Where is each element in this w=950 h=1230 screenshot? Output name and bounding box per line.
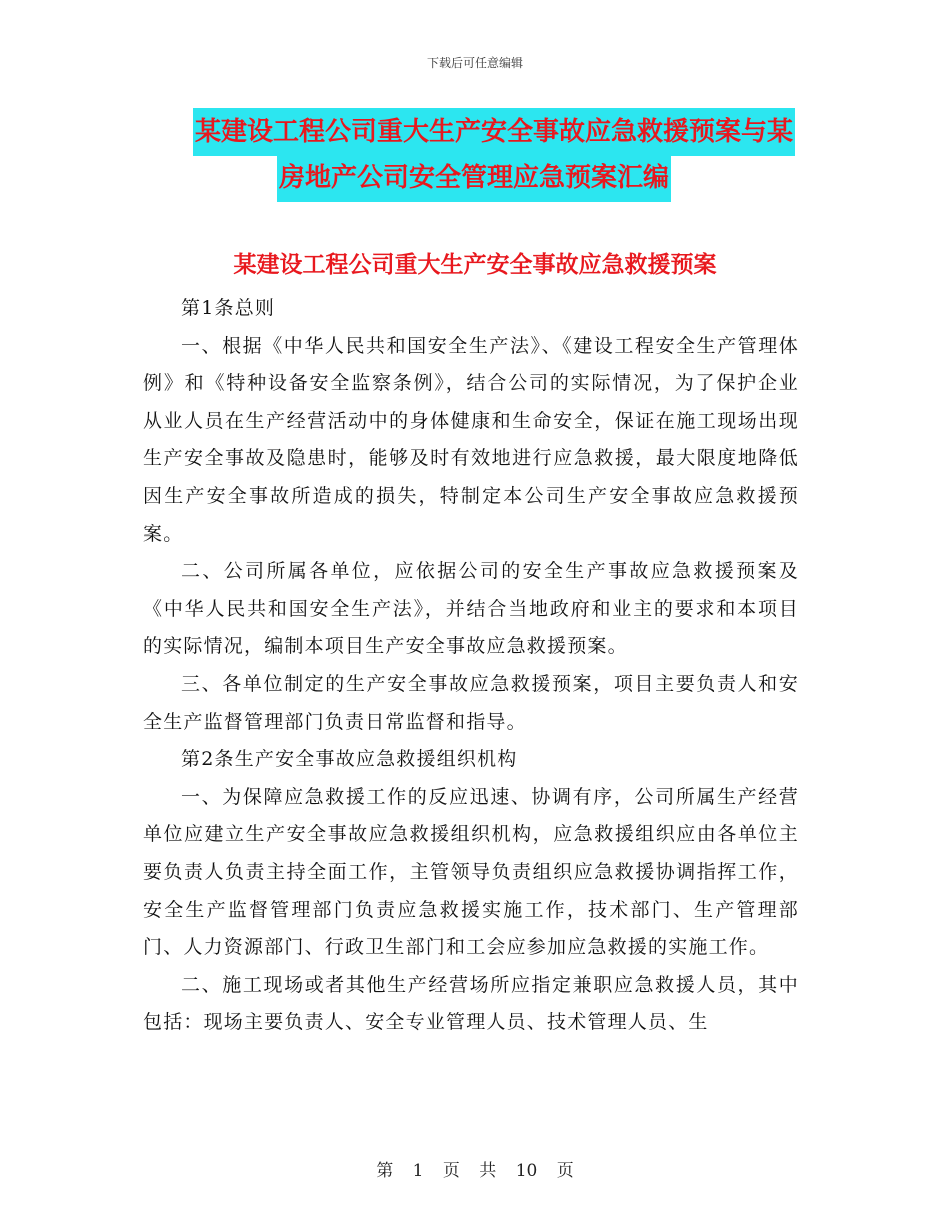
page-footer [0,1156,950,1181]
page-number: 1 [412,1161,424,1181]
section-title: 某建设工程公司重大生产安全事故应急救援预案 [233,252,717,278]
total-pages: 10 [515,1161,538,1181]
article-heading: 第1条总则 [181,297,276,319]
paragraph: 二、公司所属各单位，应依据公司的安全生产事故应急救援预案及《中华人民共和国安全生产法》，并结合当地政府和业主的要求和本项目的实际情况，编制本项目生产安全事故应急救援预案。 [143,560,799,658]
document-title-line-1: 某建设工程公司重大生产安全事故应急救援预案与某 [193,108,795,156]
footer-ye: 页 [442,1161,460,1181]
document-title-line-2: 房地产公司安全管理应急预案汇编 [277,154,671,202]
footer-di: 第 [376,1161,394,1181]
paragraph: 一、为保障应急救援工作的反应迅速、协调有序，公司所属生产经营单位应建立生产安全事故应急救援组织机构，应急救援组织应由各单位主要负责人负责主持全面工作，主管领导负责组织应急救援协调指挥工作，安全生产监督管理部门负责应急救援实施工作，技术部门、生产管理部门、人力资源部门、行政卫生部门和工会应参加应急救援的实施工作。 [143,785,799,959]
paragraph: 二、施工现场或者其他生产经营场所应指定兼职应急救援人员，其中包括：现场主要负责人、安全专业管理人员、技术管理人员、生 [143,973,799,1034]
article-heading: 第2条生产安全事故应急救援组织机构 [181,748,518,771]
header-note: 下载后可任意编辑 [426,56,523,70]
paragraph: 三、各单位制定的生产安全事故应急救援预案，项目主要负责人和安全生产监督管理部门负责日常监督和指导。 [143,672,799,733]
footer-gong: 共 [479,1161,497,1181]
footer-ye-2: 页 [556,1161,574,1181]
paragraph: 一、根据《中华人民共和国安全生产法》、《建设工程安全生产管理体例》和《特种设备安全监察条例》，结合公司的实际情况，为了保护企业从业人员在生产经营活动中的身体健康和生命安全，保证在施工现场出现生产安全事故及隐患时，能够及时有效地进行应急救援，最大限度地降低因生产安全事故所造成的损失，特制定本公司生产安全事故应急救援预案。 [143,334,799,545]
document-body [143,290,799,1042]
